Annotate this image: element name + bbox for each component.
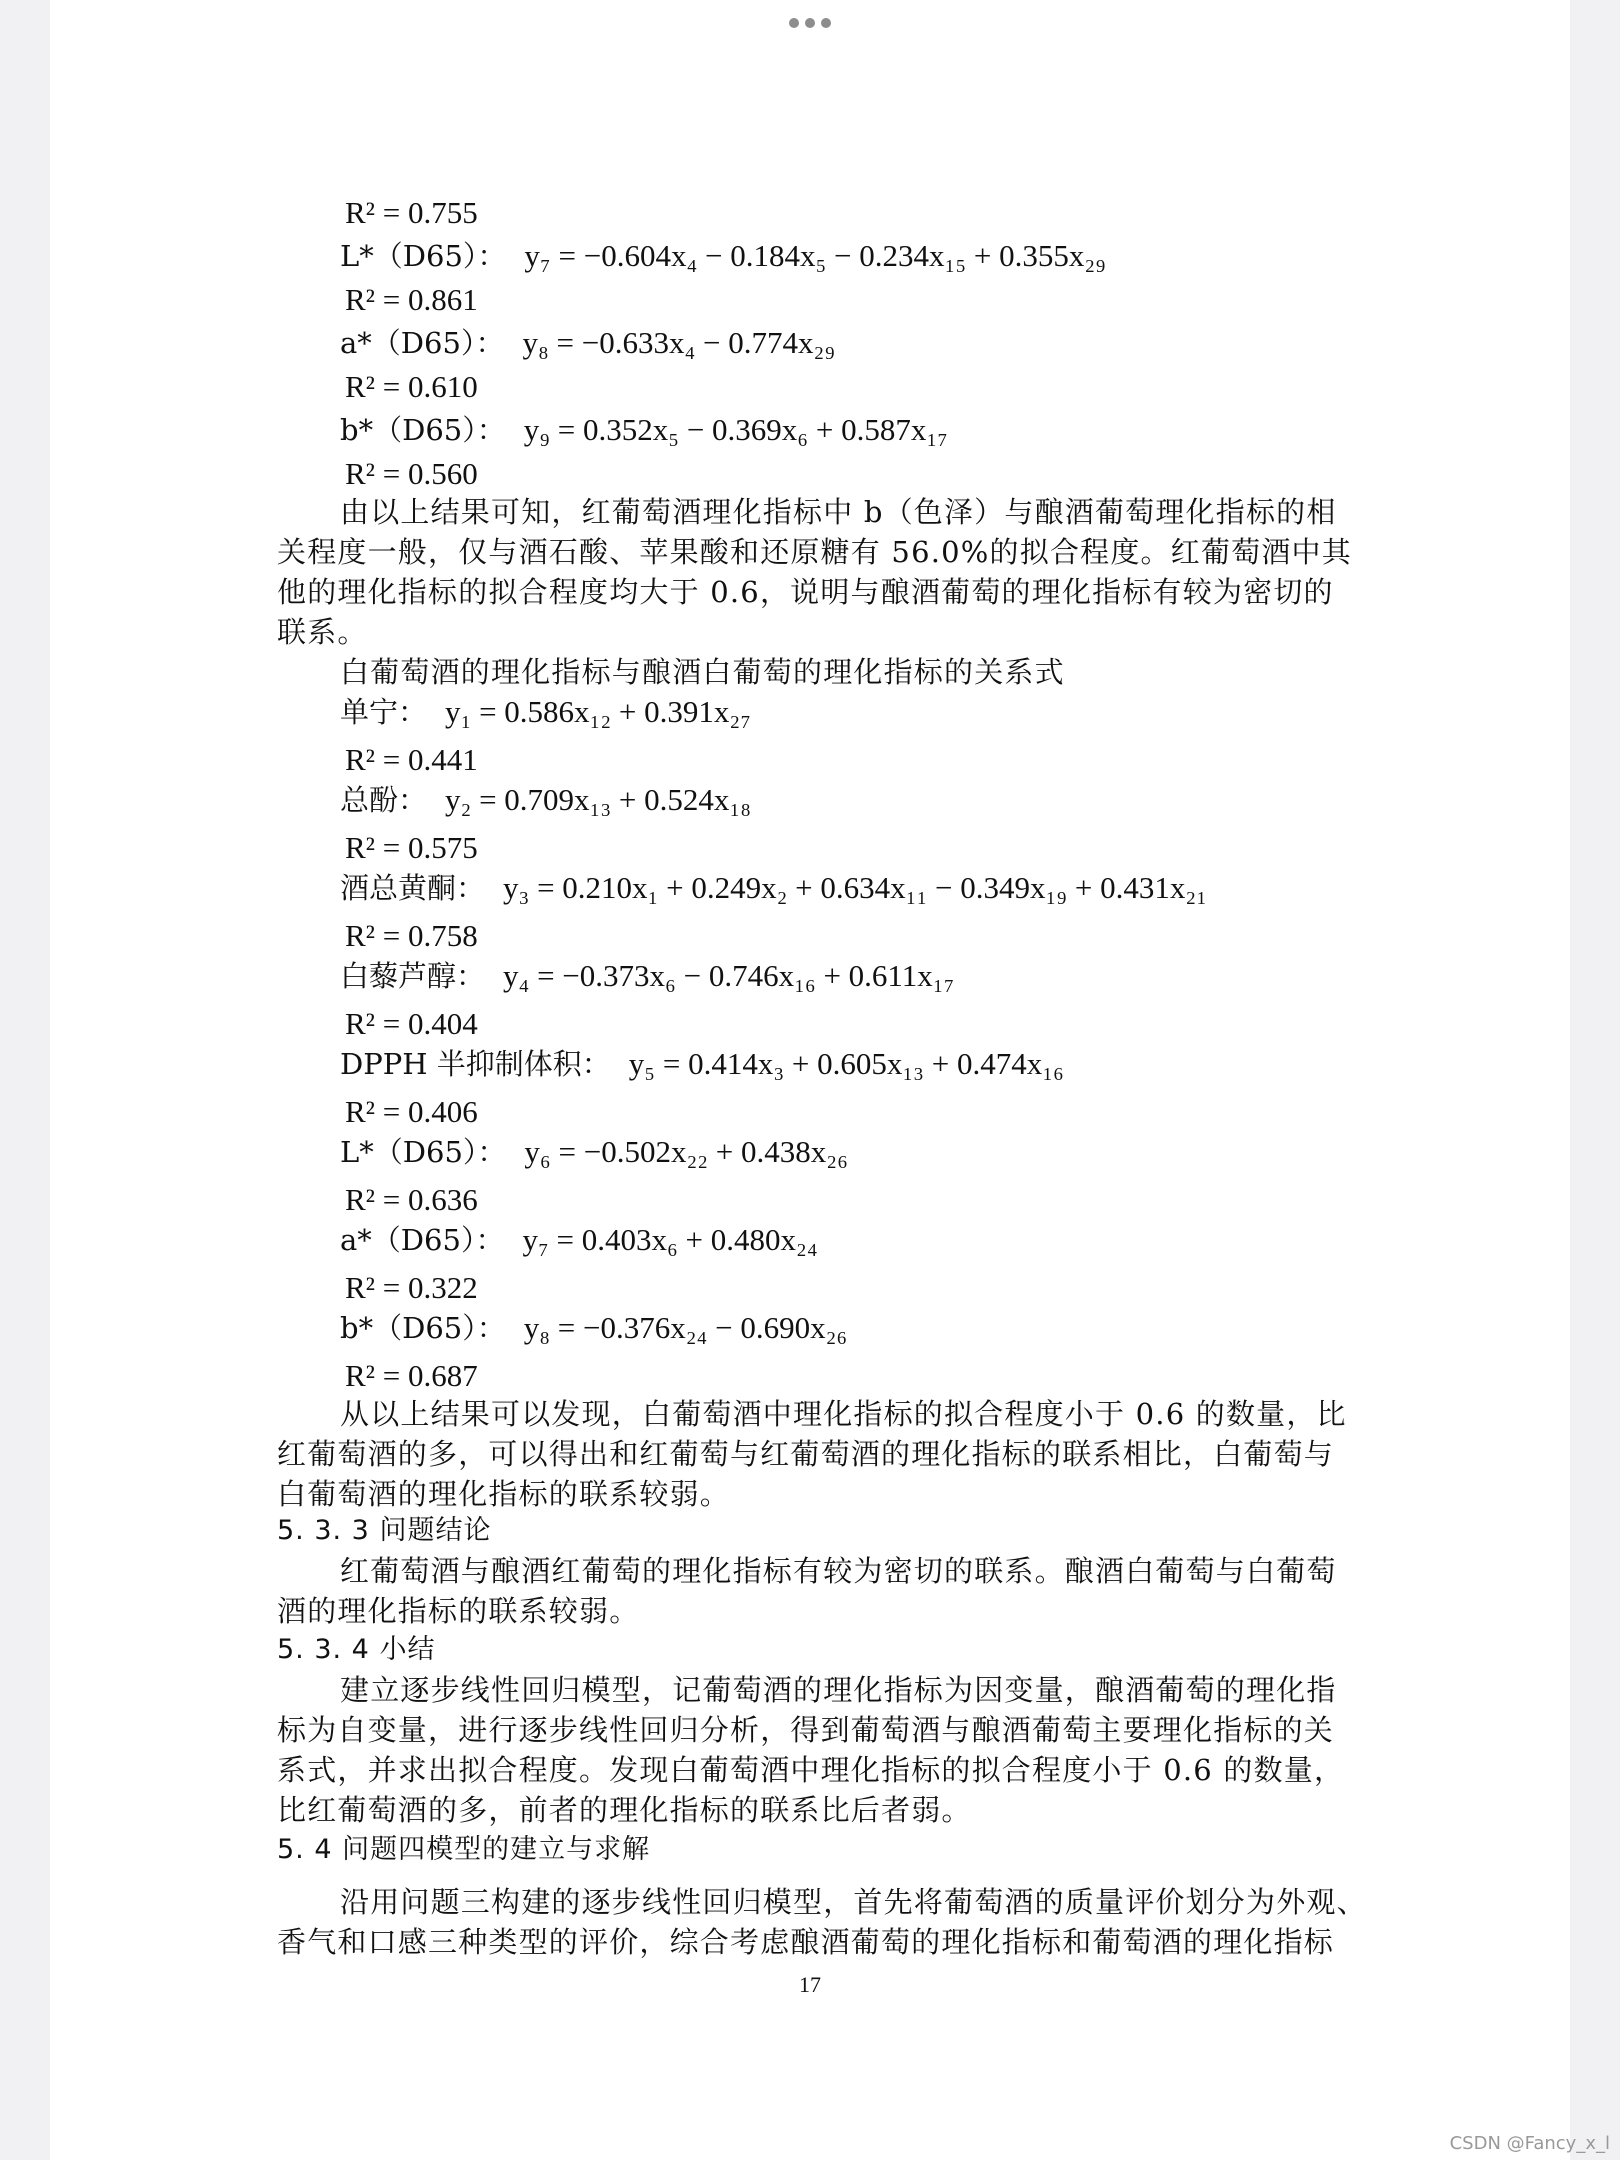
equation-formula: y₇ = 0.403x₆ + 0.480x₂₄ <box>522 1222 818 1257</box>
r-squared-value: R² = 0.404 <box>345 1006 478 1041</box>
ellipsis-icon[interactable] <box>786 16 834 30</box>
section-heading: 5. 4 问题四模型的建立与求解 <box>277 1834 651 1865</box>
r-squared-value: R² = 0.758 <box>345 918 478 953</box>
equation-line <box>0 323 835 363</box>
watermark: CSDN @Fancy_x_l <box>1449 2133 1610 2154</box>
r-squared-value: R² = 0.755 <box>345 195 478 230</box>
equation-line <box>0 956 954 996</box>
equation-line <box>0 1132 848 1172</box>
dot <box>821 18 831 28</box>
equation-label: a*（D65）： <box>340 1223 505 1257</box>
paragraph-line: 白葡萄酒的理化指标与酿酒白葡萄的理化指标的关系式 <box>340 655 1065 689</box>
paragraph-line: 红葡萄酒与酿酒红葡萄的理化指标有较为密切的联系。酿酒白葡萄与白葡萄 <box>340 1554 1337 1588</box>
paragraph-line: 香气和口感三种类型的评价，综合考虑酿酒葡萄的理化指标和葡萄酒的理化指标 <box>277 1925 1335 1959</box>
equation-line <box>0 692 751 732</box>
equation-formula: y₈ = −0.376x₂₄ − 0.690x₂₆ <box>523 1310 848 1345</box>
paragraph-line: 标为自变量，进行逐步线性回归分析，得到葡萄酒与酿酒葡萄主要理化指标的关 <box>277 1713 1335 1747</box>
equation-formula: y₉ = 0.352x₅ − 0.369x₆ + 0.587x₁₇ <box>523 412 948 447</box>
equation-label: 白藜芦醇： <box>340 959 486 993</box>
equation-formula: y₁ = 0.586x₁₂ + 0.391x₂₇ <box>445 694 752 729</box>
equation-label: L*（D65）： <box>340 239 507 273</box>
r-squared-value: R² = 0.406 <box>345 1094 478 1129</box>
equation-label: 总酚： <box>340 783 428 817</box>
equation-formula: y₃ = 0.210x₁ + 0.249x₂ + 0.634x₁₁ − 0.349x₁₉ + 0.431x₂₁ <box>503 870 1207 905</box>
equation-line <box>0 780 751 820</box>
paragraph-line: 比红葡萄酒的多，前者的理化指标的联系比后者弱。 <box>277 1793 972 1827</box>
paragraph-line: 从以上结果可以发现，白葡萄酒中理化指标的拟合程度小于 0.6 的数量，比 <box>340 1397 1347 1431</box>
r-squared-value: R² = 0.636 <box>345 1182 478 1217</box>
paragraph-line: 建立逐步线性回归模型，记葡萄酒的理化指标为因变量，酿酒葡萄的理化指 <box>340 1673 1337 1707</box>
paragraph-line: 由以上结果可知，红葡萄酒理化指标中 b（色泽）与酿酒葡萄理化指标的相 <box>340 495 1337 529</box>
section-heading: 5. 3. 3 问题结论 <box>277 1515 492 1546</box>
r-squared-value: R² = 0.610 <box>345 369 478 404</box>
equation-label: a*（D65）： <box>340 326 505 360</box>
paragraph-line: 他的理化指标的拟合程度均大于 0.6，说明与酿酒葡萄的理化指标有较为密切的 <box>277 575 1334 609</box>
equation-line <box>0 868 1207 908</box>
equation-label: DPPH 半抑制体积： <box>340 1047 611 1081</box>
paragraph-line: 联系。 <box>277 615 368 649</box>
equation-line <box>0 410 948 450</box>
paragraph-line: 酒的理化指标的联系较弱。 <box>277 1594 640 1628</box>
paragraph-line: 白葡萄酒的理化指标的联系较弱。 <box>277 1477 731 1511</box>
paragraph-line: 沿用问题三构建的逐步线性回归模型，首先将葡萄酒的质量评价划分为外观、 <box>340 1885 1367 1919</box>
r-squared-value: R² = 0.687 <box>345 1358 478 1393</box>
equation-formula: y₅ = 0.414x₃ + 0.605x₁₃ + 0.474x₁₆ <box>628 1046 1064 1081</box>
equation-label: b*（D65）： <box>340 413 506 447</box>
equation-formula: y₂ = 0.709x₁₃ + 0.524x₁₈ <box>445 782 752 817</box>
equation-line <box>0 236 1106 276</box>
paragraph-line: 系式，并求出拟合程度。发现白葡萄酒中理化指标的拟合程度小于 0.6 的数量， <box>277 1753 1345 1787</box>
equation-formula: y₈ = −0.633x₄ − 0.774x₂₉ <box>522 325 836 360</box>
equation-formula: y₇ = −0.604x₄ − 0.184x₅ − 0.234x₁₅ + 0.355x₂₉ <box>524 238 1106 273</box>
equation-label: 酒总黄酮： <box>340 871 486 905</box>
equation-formula: y₄ = −0.373x₆ − 0.746x₁₆ + 0.611x₁₇ <box>503 958 955 993</box>
r-squared-value: R² = 0.575 <box>345 830 478 865</box>
dot <box>789 18 799 28</box>
equation-formula: y₆ = −0.502x₂₂ + 0.438x₂₆ <box>524 1134 848 1169</box>
dot <box>805 18 815 28</box>
section-heading: 5. 3. 4 小结 <box>277 1634 436 1665</box>
r-squared-value: R² = 0.560 <box>345 456 478 491</box>
equation-line <box>0 1220 818 1260</box>
equation-line <box>0 1044 1064 1084</box>
paragraph-line: 关程度一般，仅与酒石酸、苹果酸和还原糖有 56.0%的拟合程度。红葡萄酒中其 <box>277 535 1352 569</box>
equation-label: 单宁： <box>340 695 428 729</box>
equation-label: b*（D65）： <box>340 1311 506 1345</box>
page-number: 17 <box>799 1972 821 1997</box>
paragraph-line: 红葡萄酒的多，可以得出和红葡萄与红葡萄酒的理化指标的联系相比，白葡萄与 <box>277 1437 1335 1471</box>
r-squared-value: R² = 0.861 <box>345 282 478 317</box>
equation-label: L*（D65）： <box>340 1135 507 1169</box>
r-squared-value: R² = 0.322 <box>345 1270 478 1305</box>
r-squared-value: R² = 0.441 <box>345 742 478 777</box>
equation-line <box>0 1308 847 1348</box>
